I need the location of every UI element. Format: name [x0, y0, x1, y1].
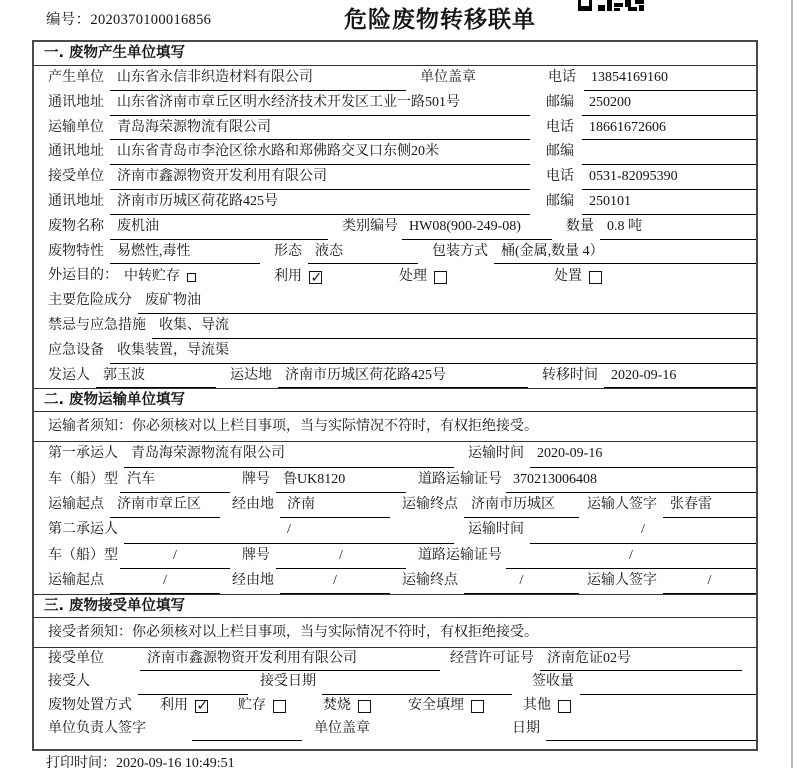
row-first-vehicle: [34, 468, 756, 493]
row-transport-address: [34, 140, 756, 165]
row-waste-name: [34, 215, 756, 240]
disposal-option-incinerate: [323, 695, 408, 718]
head-sign-field[interactable]: [192, 718, 302, 741]
vehicle-type-label: 车（船）型: [48, 471, 118, 487]
endpoint-label: 运输终点: [402, 496, 458, 512]
option-label: 焚烧: [323, 697, 351, 713]
quantity-field[interactable]: 0.8 吨: [600, 215, 756, 240]
option-label: 中转贮存: [124, 268, 180, 284]
print-time-value: 2020-09-16 10:49:51: [116, 756, 235, 768]
section-producer-title: 一. 废物产生单位填写: [34, 42, 756, 66]
transport-address-field[interactable]: 山东省青岛市李沧区徐水路和郑佛路交叉口东侧20米: [110, 140, 530, 165]
endpoint-field[interactable]: 济南市历城区: [464, 493, 579, 518]
plate-field[interactable]: /: [276, 544, 406, 569]
waste-character-label: 废物特性: [48, 243, 104, 259]
row-waste-character: [34, 240, 756, 265]
carrier-sign-label: 运输人签字: [587, 572, 657, 588]
hazard-component-label: 主要危险成分: [48, 293, 132, 309]
serial-number: [46, 8, 211, 29]
transport-unit-field[interactable]: 青岛海荣源物流有限公司: [110, 116, 530, 141]
plate-label: 牌号: [242, 471, 270, 487]
checkbox-treat[interactable]: [434, 271, 447, 284]
row-second-route: [34, 569, 756, 594]
form-label: 形态: [274, 243, 302, 259]
plate-field[interactable]: 鲁UK8120: [276, 468, 406, 493]
receiver-zip-field[interactable]: 250101: [582, 190, 756, 215]
row-transport-unit: [34, 116, 756, 141]
page-title: 危险废物转移联单: [344, 7, 536, 33]
road-permit-label: 道路运输证号: [418, 547, 502, 563]
emergency-measures-label: 禁忌与应急措施: [48, 317, 146, 333]
transport-phone-field[interactable]: 18661672606: [582, 116, 756, 141]
checkbox-incinerate[interactable]: [358, 700, 371, 713]
accept-unit-label: 接受单位: [48, 651, 104, 667]
vehicle-type-field[interactable]: /: [120, 544, 230, 569]
checkbox-utilize[interactable]: [309, 271, 322, 284]
transport-time-label: 运输时间: [468, 522, 524, 538]
option-label: 处理: [399, 268, 427, 284]
option-label: 安全填埋: [408, 697, 464, 713]
row-hazard-component: [34, 289, 756, 314]
unit-seal-label: 单位盖章: [420, 70, 476, 85]
disposal-option-other: [523, 695, 571, 718]
row-receiver-unit: [34, 165, 756, 190]
packing-label: 包装方式: [432, 243, 488, 259]
producer-address-field[interactable]: 山东省济南市章丘区明水经济技术开发区工业一路501号: [110, 91, 530, 116]
received-qty-label: 签收量: [532, 674, 574, 690]
origin-field[interactable]: /: [110, 569, 220, 594]
emergency-equipment-label: 应急设备: [48, 342, 104, 358]
row-producer-unit: [34, 66, 756, 91]
endpoint-label: 运输终点: [402, 572, 458, 588]
producer-phone-field[interactable]: 13854169160: [584, 66, 756, 91]
origin-label: 运输起点: [48, 496, 104, 512]
phone-label: 电话: [546, 119, 574, 135]
via-label: 经由地: [232, 572, 274, 588]
waste-name-label: 废物名称: [48, 218, 104, 234]
transport-time-field[interactable]: /: [530, 518, 756, 543]
row-emergency-equipment: [34, 339, 756, 364]
disposal-option-landfill: [408, 695, 523, 718]
row-acceptor: [34, 671, 756, 694]
zip-label: 邮编: [546, 193, 574, 209]
consignor-label: 发运人: [48, 367, 90, 383]
carrier-sign-field[interactable]: 张春雷: [663, 493, 756, 518]
disposal-method-label: 废物处置方式: [48, 697, 132, 713]
address-label: 通讯地址: [48, 193, 104, 209]
address-label: 通讯地址: [48, 144, 104, 160]
section-producer: [34, 42, 756, 388]
date-label: 日期: [512, 721, 540, 737]
option-label: 利用: [274, 268, 302, 284]
packing-field[interactable]: 桶(金属,数量 4）: [494, 240, 756, 265]
row-accept-unit: [34, 648, 756, 671]
row-first-route: [34, 493, 756, 518]
disposal-option-utilize: [160, 695, 238, 718]
date-field[interactable]: [546, 718, 756, 741]
road-permit-label: 道路运输证号: [418, 471, 502, 487]
row-consignor: [34, 364, 756, 389]
purpose-option-treat: [399, 264, 554, 289]
purpose-option-dispose: [554, 264, 602, 289]
serial-value: 2020370100016856: [90, 12, 212, 28]
option-label: 其他: [523, 697, 551, 713]
via-field[interactable]: /: [280, 569, 390, 594]
producer-unit-label: 产生单位: [48, 70, 104, 85]
print-time: [46, 752, 235, 768]
receiver-unit-label: 接受单位: [48, 169, 104, 185]
vehicle-type-label: 车（船）型: [48, 547, 118, 563]
row-receiver-address: [34, 190, 756, 215]
receiver-notice: 接受者须知：你必须核对以上栏目事项，当与实际情况不符时，有权拒绝接受。: [34, 618, 756, 648]
form-field[interactable]: 液态: [308, 240, 418, 265]
acceptor-field[interactable]: [138, 671, 248, 694]
origin-field[interactable]: 济南市章丘区: [110, 493, 220, 518]
road-permit-field[interactable]: /: [506, 544, 756, 569]
checkbox-transfer-storage[interactable]: [187, 273, 196, 282]
accept-date-label: 接受日期: [260, 674, 316, 690]
disposal-option-storage: [238, 695, 323, 718]
vehicle-type-field[interactable]: 汽车: [120, 468, 230, 493]
via-field[interactable]: 济南: [280, 493, 390, 518]
consignor-field[interactable]: 郭玉波: [96, 364, 216, 389]
destination-field[interactable]: 济南市历城区荷花路425号: [278, 364, 528, 389]
transfer-time-label: 转移时间: [542, 367, 598, 383]
category-label: 类别编号: [342, 218, 398, 234]
row-second-carrier: [34, 518, 756, 543]
transfer-form: [32, 40, 758, 751]
emergency-measures-field[interactable]: 收集、导流: [152, 314, 756, 339]
transport-zip-field[interactable]: [582, 140, 756, 165]
emergency-equipment-field[interactable]: 收集装置，导流渠: [110, 339, 756, 364]
row-producer-address: [34, 91, 756, 116]
first-carrier-field[interactable]: 青岛海荣源物流有限公司: [124, 442, 454, 467]
purpose-label: 外运目的：: [48, 268, 118, 284]
option-label: 贮存: [238, 697, 266, 713]
receiver-phone-field[interactable]: 0531-82095390: [582, 165, 756, 190]
phone-label: 电话: [548, 70, 576, 85]
row-disposal-method: [34, 695, 756, 718]
received-qty-field[interactable]: [580, 671, 756, 694]
section-receiver: [34, 594, 756, 741]
serial-label: 编号：: [46, 12, 91, 28]
transfer-time-field[interactable]: 2020-09-16: [604, 364, 756, 389]
row-emergency-measures: [34, 314, 756, 339]
carrier-sign-field[interactable]: /: [663, 569, 756, 594]
checkbox-storage[interactable]: [273, 700, 286, 713]
transporter-notice: 运输者须知：你必须核对以上栏目事项，当与实际情况不符时，有权拒绝接受。: [34, 412, 756, 442]
endpoint-field[interactable]: /: [464, 569, 579, 594]
head-sign-label: 单位负责人签字: [48, 721, 146, 737]
address-label: 通讯地址: [48, 94, 104, 110]
transport-unit-label: 运输单位: [48, 119, 104, 135]
accept-date-field[interactable]: [322, 671, 512, 694]
road-permit-field[interactable]: 370213006408: [506, 468, 756, 493]
checkbox-landfill[interactable]: [471, 700, 484, 713]
producer-unit-field[interactable]: 山东省永信非织造材料有限公司: [110, 66, 406, 91]
second-carrier-label: 第二承运人: [48, 522, 118, 538]
transport-time-label: 运输时间: [468, 446, 524, 462]
page-right-edge: [791, 0, 793, 768]
accept-unit-field[interactable]: 济南市鑫源物资开发利用有限公司: [140, 648, 440, 671]
waste-name-field[interactable]: 废机油: [110, 215, 328, 240]
transport-time-field[interactable]: 2020-09-16: [530, 442, 756, 467]
row-second-vehicle: [34, 544, 756, 569]
purpose-option-transfer-storage: [124, 264, 274, 289]
zip-label: 邮编: [546, 144, 574, 160]
zip-label: 邮编: [546, 94, 574, 110]
row-first-carrier: [34, 442, 756, 467]
producer-zip-field[interactable]: 250200: [582, 91, 756, 116]
checkbox-dispose[interactable]: [589, 271, 602, 284]
receiver-address-field[interactable]: 济南市历城区荷花路425号: [110, 190, 530, 215]
checkbox-other[interactable]: [558, 700, 571, 713]
purpose-option-utilize: [274, 264, 399, 289]
hazard-component-field[interactable]: 废矿物油: [138, 289, 756, 314]
option-label: 利用: [160, 697, 188, 713]
origin-label: 运输起点: [48, 572, 104, 588]
print-time-label: 打印时间：: [46, 756, 116, 768]
section-transporter-title: 二. 废物运输单位填写: [34, 388, 756, 412]
plate-label: 牌号: [242, 547, 270, 563]
receiver-unit-field[interactable]: 济南市鑫源物资开发利用有限公司: [110, 165, 530, 190]
row-head-signature: [34, 718, 756, 741]
section-transporter: [34, 388, 756, 594]
license-field[interactable]: 济南危证02号: [540, 648, 742, 671]
first-carrier-label: 第一承运人: [48, 446, 118, 462]
waste-character-field[interactable]: 易燃性,毒性: [110, 240, 260, 265]
phone-label: 电话: [546, 169, 574, 185]
license-label: 经营许可证号: [450, 651, 534, 667]
qr-code-fragment: [578, 0, 644, 11]
row-purpose: [34, 264, 756, 289]
acceptor-label: 接受人: [48, 674, 90, 690]
section-receiver-title: 三. 废物接受单位填写: [34, 594, 756, 618]
quantity-label: 数量: [566, 218, 594, 234]
option-label: 处置: [554, 268, 582, 284]
checkbox-utilize[interactable]: [195, 700, 208, 713]
unit-seal-label: 单位盖章: [314, 721, 370, 737]
carrier-sign-label: 运输人签字: [587, 496, 657, 512]
destination-label: 运达地: [230, 367, 272, 383]
via-label: 经由地: [232, 496, 274, 512]
second-carrier-field[interactable]: /: [124, 518, 454, 543]
category-field[interactable]: HW08(900-249-08): [402, 215, 552, 240]
